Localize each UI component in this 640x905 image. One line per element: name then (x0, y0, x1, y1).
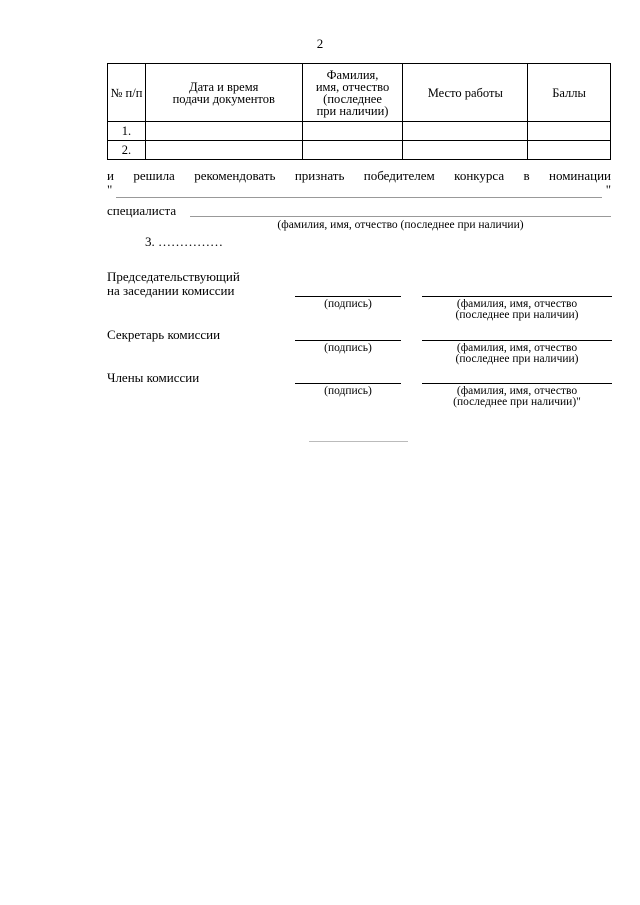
secretary-signature-line (295, 340, 401, 341)
secretary-label: Секретарь комиссии (107, 327, 221, 342)
chair-signature-line (295, 296, 401, 297)
chair-sign-hint: (подпись) (324, 298, 372, 310)
score-cell (528, 141, 611, 160)
nomination-rule (116, 197, 602, 198)
workplace-cell (403, 141, 528, 160)
chair-label: Председательствующий на заседании комиссии (107, 269, 240, 298)
table-header-row (108, 64, 611, 122)
nomination-blank (107, 182, 611, 198)
header-num: № п/п (108, 64, 146, 122)
members-label: Члены комиссии (107, 370, 200, 385)
chair-name-line (422, 296, 612, 297)
row-num-cell: 2. (108, 141, 146, 160)
table-row (108, 141, 611, 160)
members-signature-line (295, 383, 401, 384)
header-score: Баллы (528, 64, 611, 122)
score-cell (528, 122, 611, 141)
secretary-name-line (422, 340, 612, 341)
members-sign-hint: (подпись) (324, 385, 372, 397)
specialist-hint: (фамилия, имя, отчество (последнее при наличии) (277, 219, 524, 231)
header-date: Дата и время подачи документов (145, 64, 302, 122)
header-workplace: Место работы (403, 64, 528, 122)
table-row (108, 122, 611, 141)
secretary-sign-hint: (подпись) (324, 342, 372, 354)
specialist-rule (190, 216, 611, 217)
end-divider (309, 441, 408, 442)
date-cell (145, 141, 302, 160)
members-name-hint: (фамилия, имя, отчество (последнее при наличии)" (453, 385, 581, 408)
workplace-cell (403, 122, 528, 141)
chair-name-hint: (фамилия, имя, отчество (последнее при наличии) (455, 298, 579, 321)
specialist-label: специалиста (107, 203, 177, 218)
members-name-line (422, 383, 612, 384)
header-fio: Фамилия, имя, отчество (последнее при наличии) (302, 64, 403, 122)
candidates-table (107, 63, 611, 160)
secretary-name-hint: (фамилия, имя, отчество (последнее при наличии) (455, 342, 579, 365)
quote-open: " (107, 182, 113, 197)
date-cell (145, 122, 302, 141)
decision-text: и решила рекомендовать признать победителем конкурса в номинации (107, 168, 611, 183)
item-3: 3. …………… (145, 234, 223, 249)
row-num-cell: 1. (108, 122, 146, 141)
quote-close: " (605, 182, 611, 197)
page-number: 2 (316, 36, 324, 51)
fio-cell (302, 122, 403, 141)
fio-cell (302, 141, 403, 160)
